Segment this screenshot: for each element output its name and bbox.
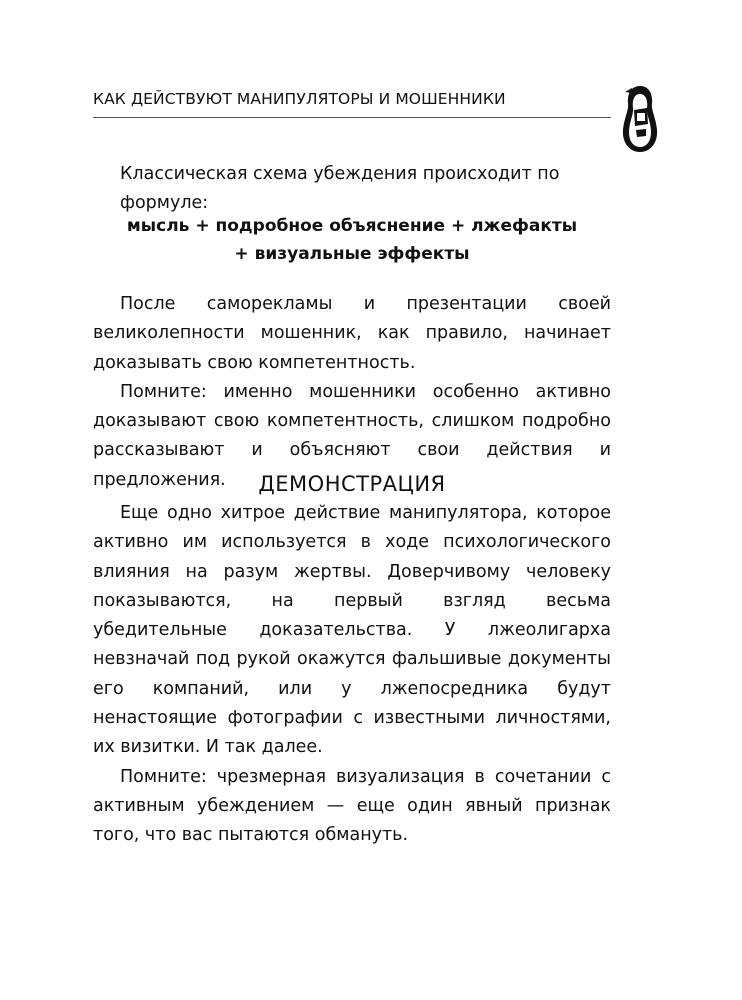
body-block-2	[93, 499, 611, 851]
header-divider	[93, 117, 611, 118]
formula-line-2: + визуальные эффекты	[234, 244, 470, 264]
formula-line-1: мысль + подробное объяснение + лжефакты	[126, 216, 578, 236]
section-heading: ДЕМОНСТРАЦИЯ	[258, 472, 446, 496]
paragraph: Еще одно хитрое действие манипулятора, которое активно им используется в ходе психологического влияния на разум жертвы. Доверчивому человеку показываются, на первый взгляд весьма убедительные доказательства. У лжеолигарха невзначай под рукой окажутся фальшивые документы его компаний, или у лжепосредника будут ненастоящие фотографии с известными личностями, их визитки. И так далее.	[93, 503, 611, 758]
paragraph: Помните: чрезмерная визуализация в сочетании с активным убеждением — еще один явный признак того, что вас пытаются обмануть.	[93, 766, 611, 846]
running-header: КАК ДЕЙСТВУЮТ МАНИПУЛЯТОРЫ И МОШЕННИКИ	[93, 90, 506, 108]
intro-text: Классическая схема убеждения происходит по формуле:	[120, 164, 560, 214]
body-block-1	[93, 290, 611, 495]
paragraph: Помните: именно мошенники особенно активно доказывают свою компетентность, слишком подробно рассказывают и объясняют свои действия и предложения.	[93, 381, 611, 490]
paragraph: После саморекламы и презентации своей великолепности мошенник, как правило, начинает доказывать свою компетентность.	[93, 294, 611, 373]
penguin-icon	[621, 84, 659, 154]
formula	[93, 212, 611, 268]
